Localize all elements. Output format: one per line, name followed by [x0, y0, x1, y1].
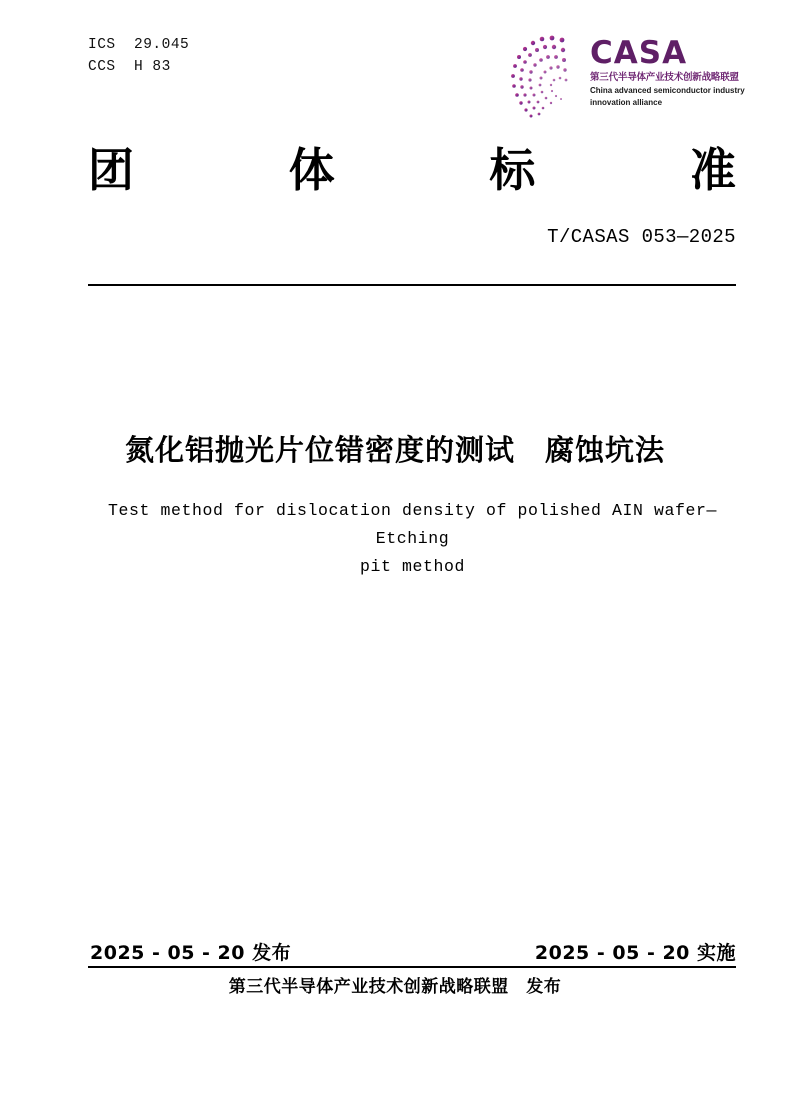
document-title-cn: 氮化铝抛光片位错密度的测试 腐蚀坑法 [124, 433, 665, 467]
standard-type-heading [88, 142, 736, 198]
document-title-en-line2: pit method [359, 557, 466, 576]
document-title-en [105, 497, 720, 581]
logo-wordmark-block [590, 36, 745, 108]
standard-type-char-1: 团 [88, 143, 134, 197]
logo-wordmark: CASA [590, 35, 688, 71]
classification-codes [88, 34, 189, 78]
document-title-en-line1: Test method for dislocation density of polished AIN wafer—Etching [107, 501, 718, 548]
standard-type-char-4: 准 [689, 143, 736, 197]
standard-type-char-2: 体 [288, 143, 335, 197]
standard-type-char-3: 标 [489, 143, 536, 197]
ics-code: ICS 29.045 [88, 37, 190, 53]
organization-logo [500, 26, 745, 131]
logo-name-en-line2: innovation alliance [590, 98, 663, 107]
header-divider [88, 284, 736, 286]
casa-dotted-arc-logo-icon [500, 26, 592, 126]
logo-name-en-line1: China advanced semiconductor industry [590, 86, 745, 95]
standard-number: T/CASAS 053—2025 [547, 226, 736, 248]
effective-date: 2025 - 05 - 20 实施 [534, 942, 736, 964]
issuing-organization: 第三代半导体产业技术创新战略联盟 发布 [228, 977, 562, 997]
footer-divider [88, 966, 736, 968]
ccs-code: CCS H 83 [88, 59, 171, 75]
issue-date: 2025 - 05 - 20 发布 [90, 942, 292, 964]
logo-name-cn: 第三代半导体产业技术创新战略联盟 [590, 72, 739, 83]
